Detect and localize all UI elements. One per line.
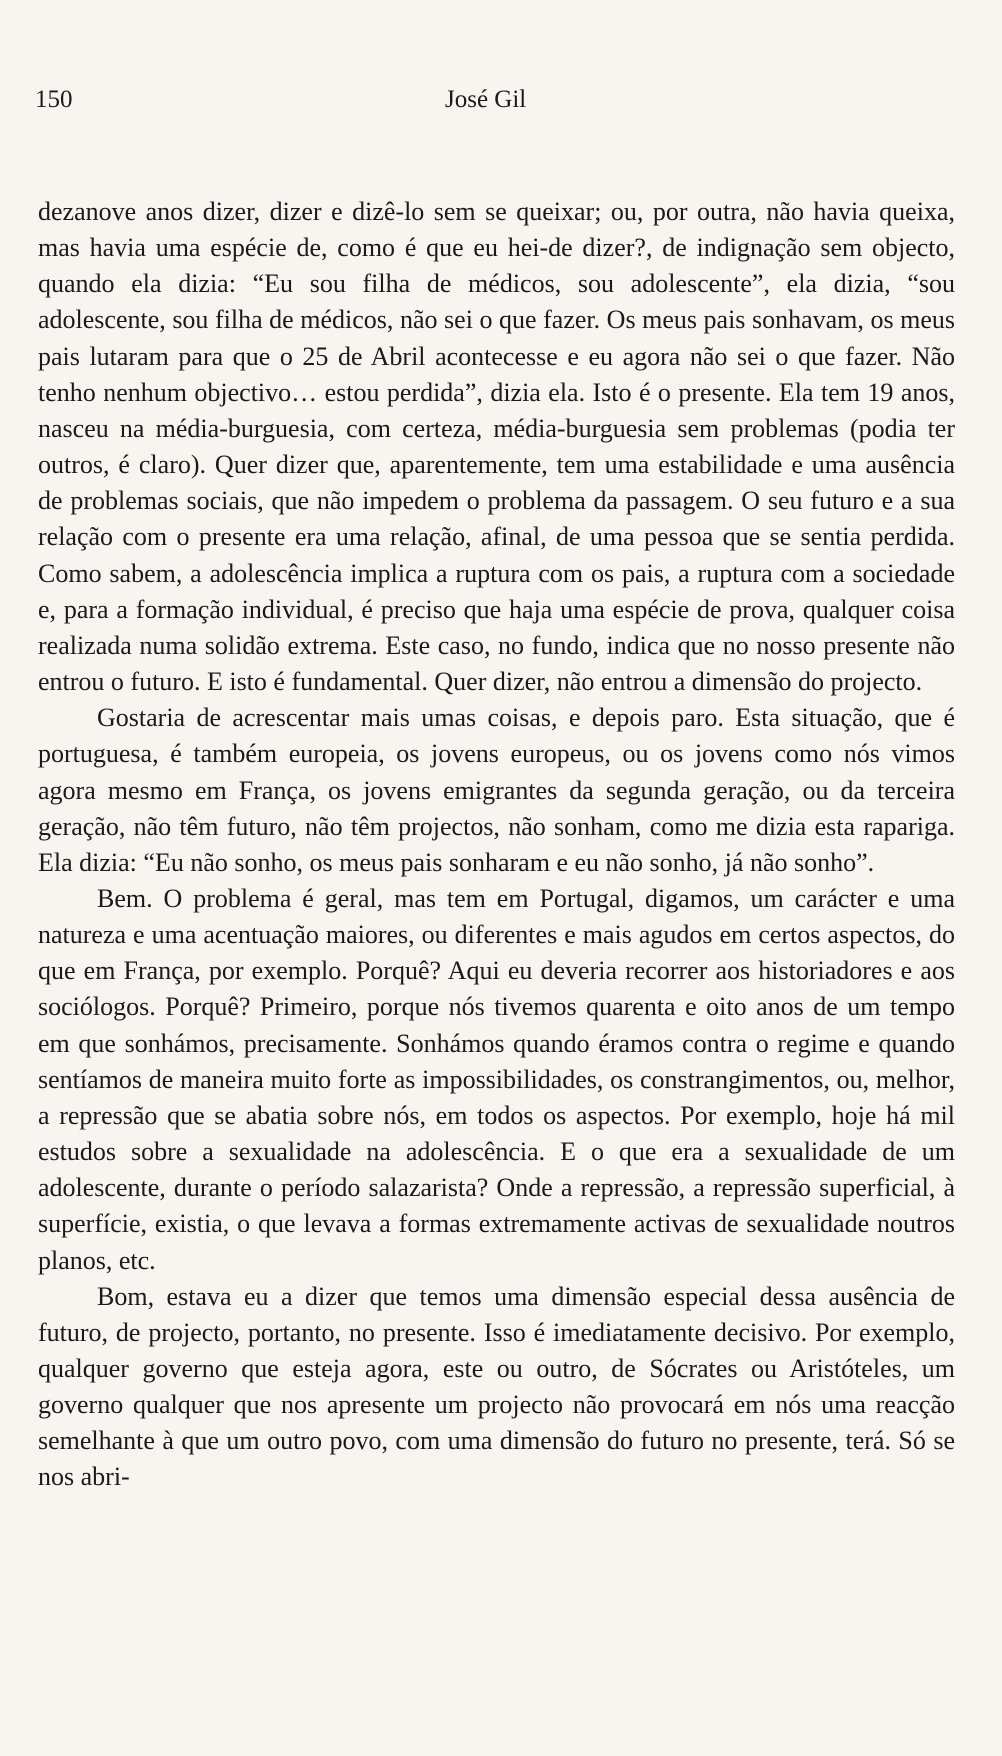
paragraph-4: Bom, estava eu a dizer que temos uma dimensão especial dessa ausência de futuro, de projecto, portanto, no presente. Isso é imediatamente decisivo. Por exemplo, qualquer governo que esteja agora, este ou outro, de Sócrates ou Aristóteles, um governo qualquer que nos apresente um projecto não provocará em nós uma reacção semelhante à que um outro povo, com uma dimensão do futuro no presente, terá. Só se nos abri- [38, 1281, 955, 1492]
body-text [38, 194, 955, 1496]
paragraph-2: Gostaria de acrescentar mais umas coisas, e depois paro. Esta situação, que é portuguesa, é também europeia, os jovens europeus, ou os jovens como nós vimos agora mesmo em França, os jovens emigrantes da segunda geração, ou da terceira geração, não têm futuro, não têm projectos, não sonham, como me dizia esta rapariga. Ela dizia: “Eu não sonho, os meus pais sonharam e eu não sonho, já não sonho”. [38, 703, 955, 877]
page-header [35, 86, 955, 120]
page-number: 150 [35, 86, 73, 113]
running-head-author: José Gil [445, 86, 527, 113]
paragraph-3: Bem. O problema é geral, mas tem em Portugal, digamos, um carácter e uma natureza e uma acentuação maiores, ou diferentes e mais agudos em certos aspectos, do que em França, por exemplo. Porquê? Aqui eu deveria recorrer aos historiadores e aos sociólogos. Porquê? Primeiro, porque nós tivemos quarenta e oito anos de um tempo em que sonhámos, precisamente. Sonhámos quando éramos contra o regime e quando sentíamos de maneira muito forte as impossibilidades, os constrangimentos, ou, melhor, a repressão que se abatia sobre nós, em todos os aspectos. Por exemplo, hoje há mil estudos sobre a sexualidade na adolescência. E o que era a sexualidade de um adolescente, durante o período salazarista? Onde a repressão, a repressão superficial, à superfície, existia, o que levava a formas extremamente activas de sexualidade noutros planos, etc. [38, 883, 955, 1275]
paragraph-1: dezanove anos dizer, dizer e dizê-lo sem se queixar; ou, por outra, não havia queixa, mas havia uma espécie de, como é que eu hei-de dizer?, de indignação sem objecto, quando ela dizia: “Eu sou filha de médicos, sou adolescente”, ela dizia, “sou adolescente, sou filha de médicos, não sei o que fazer. Os meus pais sonhavam, os meus pais lutaram para que o 25 de Abril acontecesse e eu agora não sei o que fazer. Não tenho nenhum objectivo… estou perdida”, dizia ela. Isto é o presente. Ela tem 19 anos, nasceu na média-burguesia, com certeza, média-burguesia sem problemas (podia ter outros, é claro). Quer dizer que, aparentemente, tem uma estabilidade e uma ausência de problemas sociais, que não impedem o problema da passagem. O seu futuro e a sua relação com o presente era uma relação, afinal, de uma pessoa que se sentia perdida. Como sabem, a adolescência implica a ruptura com os pais, a ruptura com a sociedade e, para a formação individual, é preciso que haja uma espécie de prova, qualquer coisa realizada numa solidão extrema. Este caso, no fundo, indica que no nosso presente não entrou o futuro. E isto é fundamental. Quer dizer, não entrou a dimensão do projecto. [38, 197, 955, 697]
